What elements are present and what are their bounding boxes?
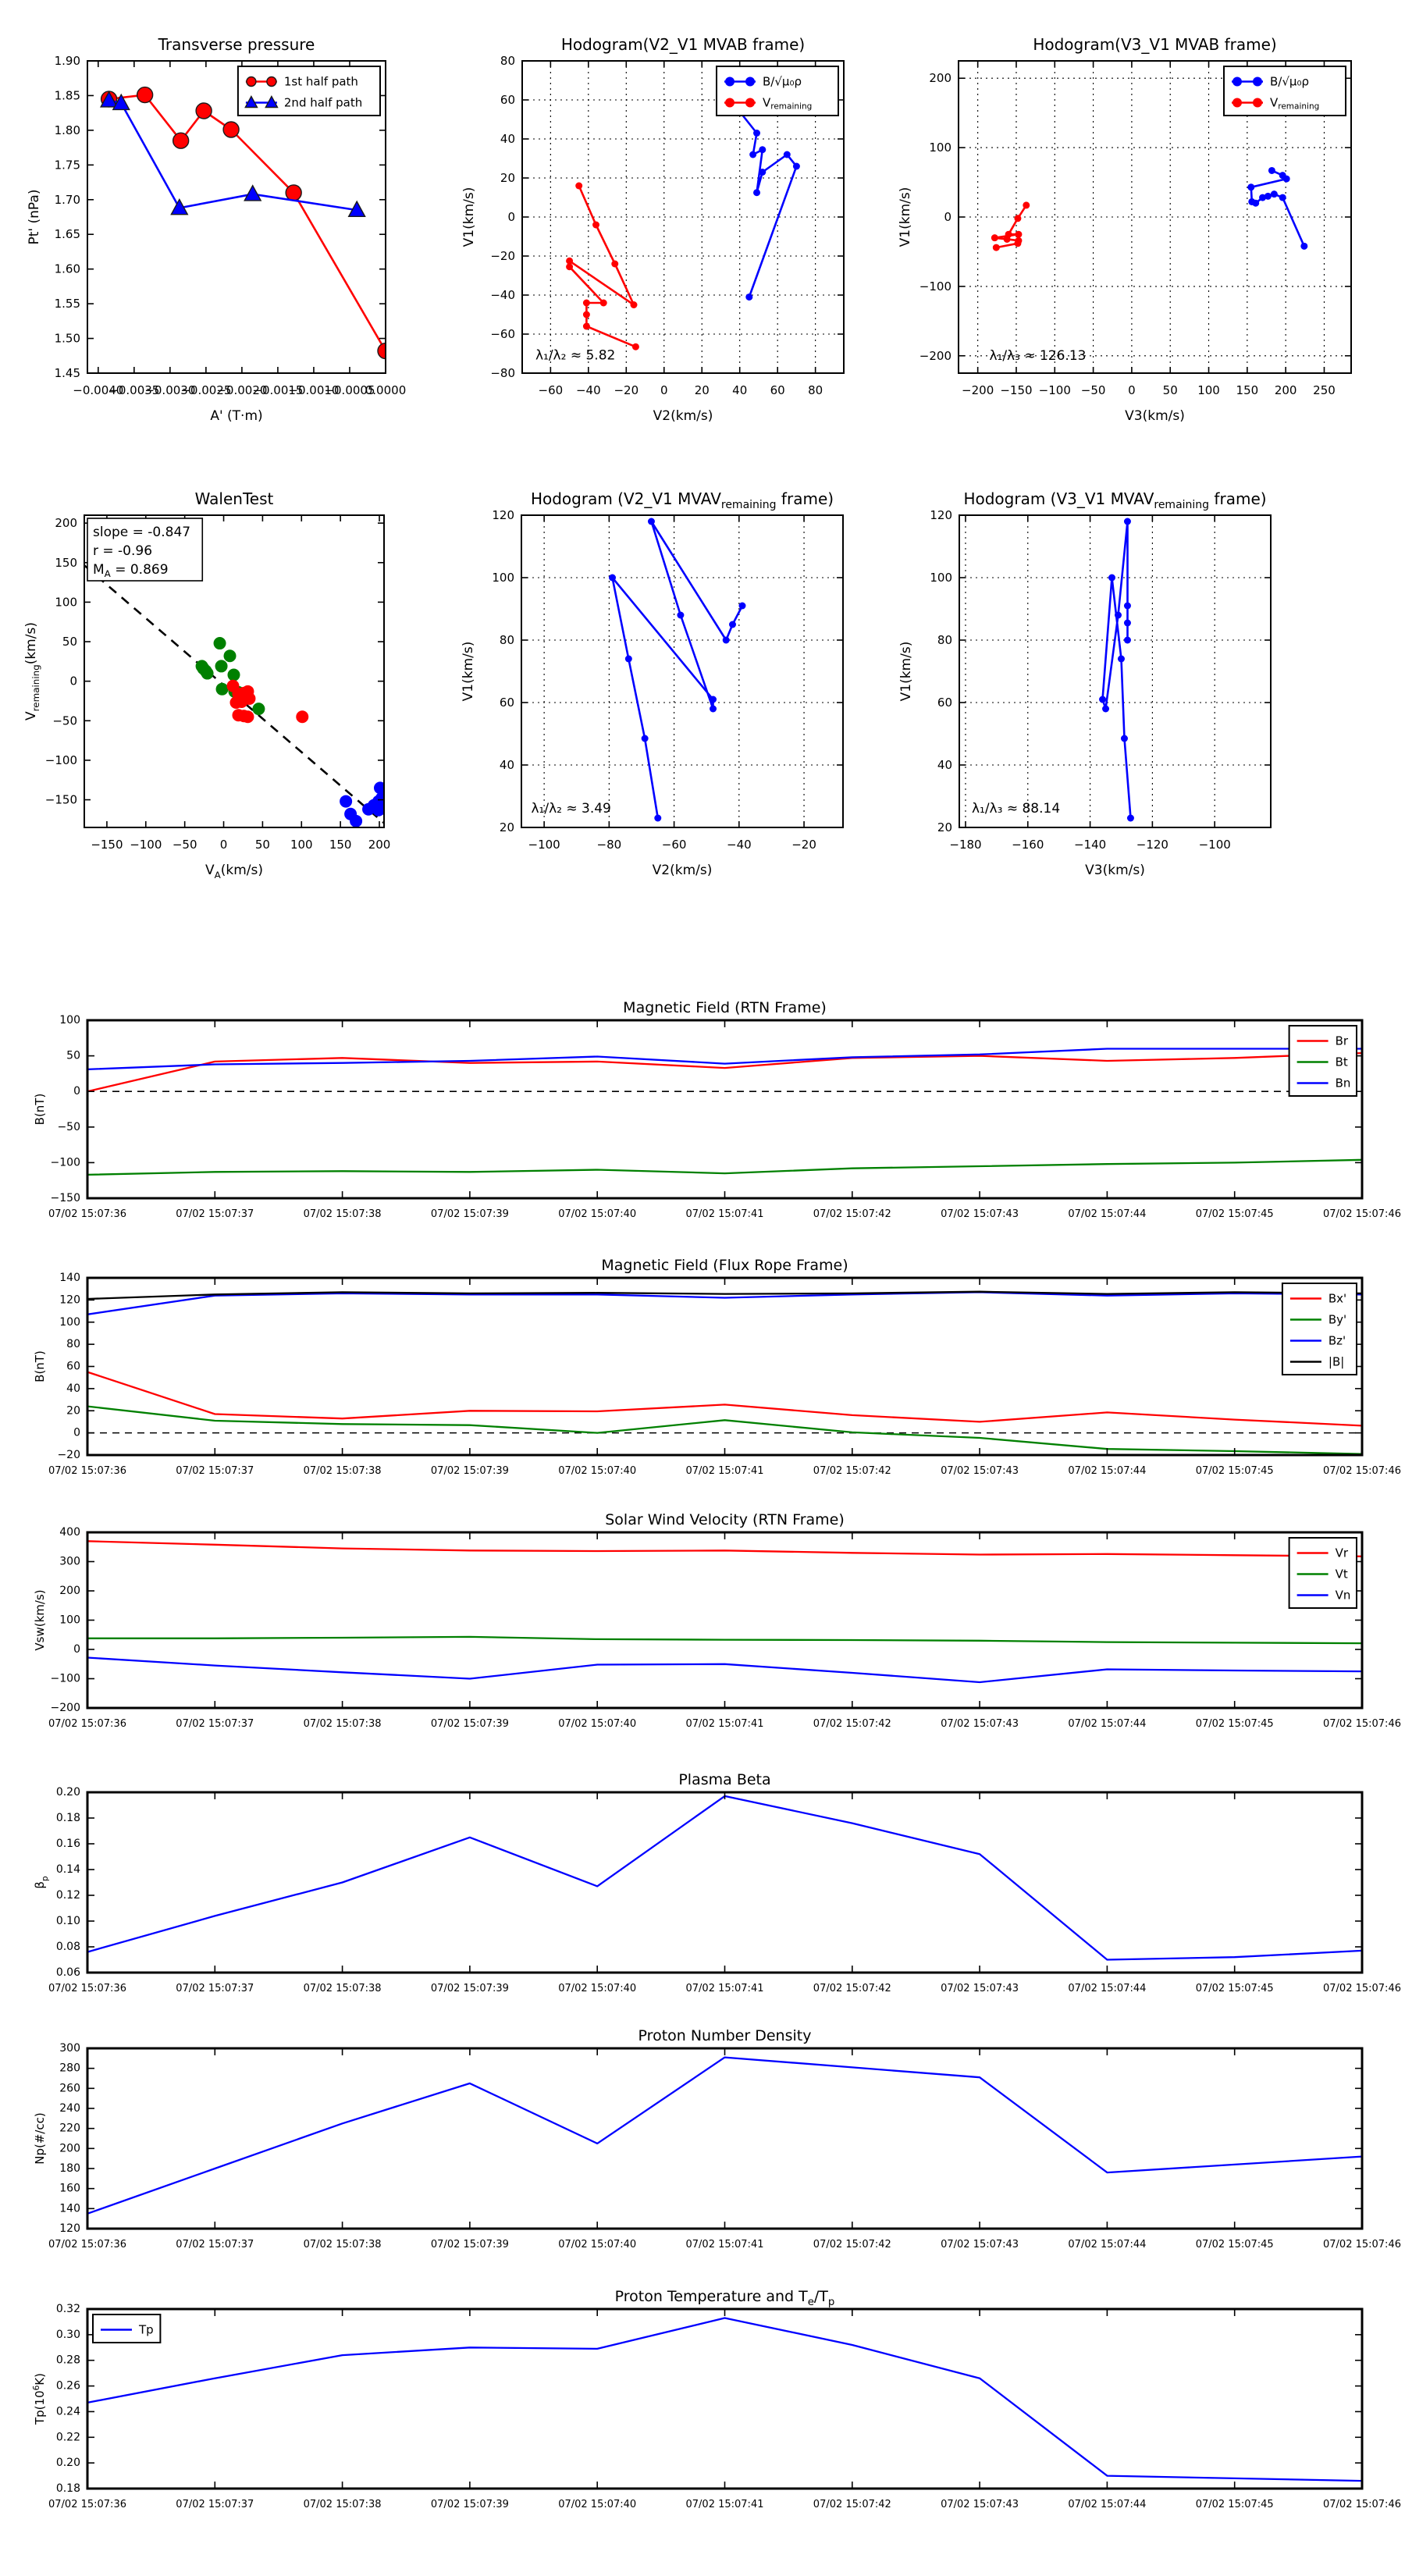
y-tick-label: 40 — [499, 758, 514, 772]
x-tick-label: −60 — [661, 838, 687, 852]
x-tick-label: −0.0035 — [108, 383, 160, 397]
x-tick-label: 07/02 15:07:37 — [176, 1465, 254, 1477]
annotation: λ₁/λ₃ ≈ 126.13 — [989, 347, 1087, 364]
y-tick-label: 140 — [59, 2202, 80, 2215]
x-tick-label: −50 — [172, 838, 197, 852]
x-tick-label: 07/02 15:07:40 — [558, 2239, 637, 2250]
magnetic-field-rtn-ylabel: B(nT) — [33, 1093, 47, 1126]
y-tick-label: 0.12 — [55, 1889, 80, 1902]
hodogram-v2v1-mvav-ylabel: V1(km/s) — [461, 641, 476, 702]
x-tick-label: 07/02 15:07:46 — [1323, 1465, 1401, 1477]
y-tick-label: 0.26 — [55, 2379, 80, 2393]
legend-label: 1st half path — [283, 74, 358, 89]
hodogram-v2v1-mvab-ylabel: V1(km/s) — [461, 187, 477, 247]
x-tick-label: −0.0025 — [180, 383, 232, 397]
y-tick-label: 60 — [937, 696, 952, 710]
x-tick-label: 100 — [290, 838, 313, 852]
x-tick-label: 07/02 15:07:36 — [48, 1208, 126, 1220]
x-tick-label: 0.0000 — [365, 383, 407, 397]
subplot-transverse-pressure — [27, 35, 406, 424]
y-tick-label: 0.32 — [55, 2303, 80, 2315]
x-tick-label: 150 — [1236, 383, 1259, 397]
proton-temperature-series-tp — [87, 2318, 1362, 2482]
transverse-pressure-xlabel: A' (T·m) — [210, 408, 263, 424]
y-tick-label: 150 — [55, 555, 77, 570]
x-tick-label: 07/02 15:07:43 — [941, 1718, 1019, 1730]
solar-wind-velocity-rtn-ylabel: Vsw(km/s) — [33, 1589, 47, 1651]
y-tick-label: 1.50 — [54, 331, 80, 346]
x-tick-label: 07/02 15:07:41 — [685, 2239, 764, 2250]
y-tick-label: 260 — [59, 2082, 80, 2095]
x-tick-label: 07/02 15:07:40 — [558, 1465, 637, 1477]
x-tick-label: 0 — [219, 838, 228, 852]
y-tick-label: 100 — [59, 1014, 80, 1026]
walen-test-title: WalenTest — [194, 489, 274, 508]
x-tick-label: 07/02 15:07:36 — [48, 1465, 126, 1477]
magnetic-field-rtn-series-br — [87, 1053, 1362, 1091]
y-tick-label: 0.18 — [55, 1812, 80, 1824]
y-tick-label: 180 — [59, 2162, 80, 2175]
y-tick-label: 300 — [59, 2042, 80, 2055]
x-tick-label: −60 — [538, 383, 564, 397]
y-tick-label: −100 — [50, 1672, 80, 1685]
magnetic-field-flux-rope-title: Magnetic Field (Flux Rope Frame) — [601, 1257, 848, 1274]
magnetic-field-flux-rope-series-by- — [87, 1407, 1362, 1454]
x-tick-label: 07/02 15:07:39 — [430, 1983, 509, 1994]
x-tick-label: 07/02 15:07:46 — [1323, 1718, 1401, 1730]
transverse-pressure-legend — [238, 66, 380, 116]
x-tick-label: 40 — [732, 383, 748, 397]
legend-label: Br — [1335, 1034, 1349, 1048]
y-tick-label: −20 — [490, 249, 515, 263]
x-tick-label: 07/02 15:07:37 — [176, 2499, 254, 2510]
x-tick-label: 07/02 15:07:44 — [1068, 1465, 1147, 1477]
x-tick-label: 20 — [694, 383, 710, 397]
x-tick-label: 07/02 15:07:41 — [685, 1983, 764, 1994]
solar-wind-velocity-rtn-series-vn — [87, 1658, 1362, 1683]
x-tick-label: 07/02 15:07:37 — [176, 2239, 254, 2250]
y-tick-label: 100 — [929, 141, 951, 155]
x-tick-label: 150 — [329, 838, 352, 852]
legend-label: $V_{remaining}$ — [1270, 95, 1320, 112]
x-tick-label: 07/02 15:07:39 — [430, 1465, 509, 1477]
y-tick-label: −200 — [50, 1702, 80, 1714]
hodogram-v3v1-mvab-title: Hodogram(V3_V1 MVAB frame) — [1033, 35, 1277, 54]
y-tick-label: 400 — [59, 1526, 80, 1539]
proton-temperature-legend — [93, 2314, 160, 2343]
y-tick-label: 1.55 — [54, 297, 80, 311]
x-tick-label: 07/02 15:07:43 — [941, 2239, 1019, 2250]
y-tick-label: −100 — [50, 1156, 80, 1169]
subplot-hodogram-v3v1-mvab — [898, 35, 1351, 424]
magnetic-field-flux-rope-legend — [1282, 1283, 1357, 1375]
x-tick-label: 07/02 15:07:40 — [558, 1208, 637, 1220]
hodogram-v2v1-mvab-xlabel: V2(km/s) — [653, 408, 713, 424]
x-tick-label: 07/02 15:07:44 — [1068, 1718, 1147, 1730]
y-tick-label: 1.65 — [54, 227, 80, 242]
annotation: λ₁/λ₂ ≈ 5.82 — [535, 347, 616, 364]
x-tick-label: −100 — [528, 838, 560, 852]
subplot-hodogram-v3v1-mvav — [898, 489, 1271, 878]
y-tick-label: −40 — [490, 288, 515, 302]
x-tick-label: −140 — [1073, 838, 1107, 852]
y-tick-label: 1.60 — [54, 262, 80, 276]
y-tick-label: 140 — [59, 1272, 80, 1284]
x-tick-label: 200 — [368, 838, 391, 852]
transverse-pressure-title: Transverse pressure — [158, 35, 315, 54]
y-tick-label: −80 — [490, 366, 515, 380]
x-tick-label: 80 — [808, 383, 823, 397]
y-tick-label: −100 — [44, 753, 77, 767]
y-tick-label: −150 — [44, 792, 77, 807]
x-tick-label: 0 — [660, 383, 668, 397]
x-tick-label: 07/02 15:07:45 — [1195, 2239, 1274, 2250]
x-tick-label: 07/02 15:07:43 — [941, 1465, 1019, 1477]
x-tick-label: −40 — [727, 838, 752, 852]
x-tick-label: 60 — [770, 383, 785, 397]
y-tick-label: 80 — [500, 54, 515, 68]
legend-label: Vr — [1335, 1546, 1349, 1560]
x-tick-label: 07/02 15:07:44 — [1068, 2239, 1147, 2250]
y-tick-label: −200 — [919, 348, 951, 363]
y-tick-label: −100 — [919, 279, 951, 294]
magnetic-field-flux-rope-ylabel: B(nT) — [33, 1350, 47, 1382]
y-tick-label: 1.85 — [54, 88, 80, 103]
x-tick-label: 07/02 15:07:45 — [1195, 1208, 1274, 1220]
y-tick-label: 20 — [937, 820, 952, 834]
x-tick-label: −100 — [1038, 383, 1071, 397]
x-tick-label: 07/02 15:07:38 — [303, 1208, 382, 1220]
y-tick-label: 120 — [930, 508, 952, 522]
legend-label: $V_{remaining}$ — [763, 95, 813, 112]
y-tick-label: 100 — [492, 571, 514, 585]
x-tick-label: 200 — [1274, 383, 1297, 397]
legend-label: Bt — [1335, 1055, 1348, 1069]
x-tick-label: 07/02 15:07:36 — [48, 2239, 126, 2250]
y-tick-label: 20 — [499, 820, 514, 834]
magnetic-field-rtn-legend — [1289, 1026, 1357, 1096]
x-tick-label: −120 — [1136, 838, 1168, 852]
solar-wind-velocity-rtn-series-vr — [87, 1541, 1362, 1557]
subplot-hodogram-v2v1-mvav — [461, 489, 843, 878]
y-tick-label: 300 — [59, 1555, 80, 1568]
hodogram-v2v1-mvav-title: Hodogram (V2_V1 $MVAV_{remaining}$ frame) — [530, 489, 834, 511]
x-tick-label: 07/02 15:07:42 — [813, 2499, 891, 2510]
x-tick-label: −150 — [1000, 383, 1033, 397]
x-tick-label: 07/02 15:07:45 — [1195, 2499, 1274, 2510]
y-tick-label: −60 — [490, 327, 515, 341]
proton-temperature-ylabel: $Tp(10^6K)$ — [32, 2372, 47, 2425]
y-tick-label: 20 — [66, 1404, 80, 1418]
y-tick-label: 80 — [937, 633, 952, 647]
stats-line: slope = -0.847 — [93, 525, 191, 540]
hodogram-v3v1-mvav-series-v-hodogram — [1103, 521, 1131, 818]
solar-wind-velocity-rtn-series-vt — [87, 1637, 1362, 1643]
x-tick-label: 07/02 15:07:43 — [941, 1983, 1019, 1994]
annotation: λ₁/λ₃ ≈ 88.14 — [971, 801, 1061, 817]
y-tick-label: 240 — [59, 2102, 80, 2115]
x-tick-label: 07/02 15:07:43 — [941, 2499, 1019, 2510]
annotation: λ₁/λ₂ ≈ 3.49 — [531, 801, 611, 817]
x-tick-label: −0.0005 — [324, 383, 375, 397]
y-tick-label: 0.06 — [55, 1966, 80, 1979]
y-tick-label: 0 — [69, 674, 77, 688]
y-tick-label: 120 — [492, 508, 514, 522]
hodogram-v3v1-mvab-xlabel: V3(km/s) — [1125, 408, 1185, 424]
x-tick-label: 07/02 15:07:39 — [430, 2499, 509, 2510]
hodogram-v3v1-mvab-ylabel: V1(km/s) — [898, 187, 913, 247]
plasma-beta-title: Plasma Beta — [678, 1771, 771, 1788]
x-tick-label: 07/02 15:07:39 — [430, 2239, 509, 2250]
y-tick-label: 0.16 — [55, 1838, 80, 1850]
y-tick-label: −50 — [57, 1120, 80, 1133]
subplot-plasma-beta — [33, 1771, 1401, 1994]
x-tick-label: 07/02 15:07:39 — [430, 1718, 509, 1730]
x-tick-label: 07/02 15:07:36 — [48, 1718, 126, 1730]
x-tick-label: 50 — [1162, 383, 1178, 397]
legend-label: B/√μ₀ρ — [1270, 74, 1309, 89]
x-tick-label: 100 — [1197, 383, 1220, 397]
y-tick-label: 100 — [59, 1315, 80, 1329]
proton-number-density-series-np — [87, 2058, 1362, 2214]
y-tick-label: 0.20 — [55, 2457, 80, 2470]
y-tick-label: 200 — [59, 1585, 80, 1597]
legend-label: |B| — [1328, 1354, 1345, 1369]
magnetic-field-rtn-series-bt — [87, 1160, 1362, 1175]
x-tick-label: 07/02 15:07:36 — [48, 1983, 126, 1994]
y-tick-label: 0.30 — [55, 2328, 80, 2341]
walen-test-xlabel: $V_A(km/s)$ — [205, 863, 264, 881]
x-tick-label: 07/02 15:07:44 — [1068, 1208, 1147, 1220]
x-tick-label: 07/02 15:07:42 — [813, 1718, 891, 1730]
subplot-magnetic-field-flux-rope — [33, 1257, 1401, 1477]
x-tick-label: −0.0040 — [73, 383, 124, 397]
x-tick-label: −0.0010 — [288, 383, 340, 397]
x-tick-label: 07/02 15:07:38 — [303, 1983, 382, 1994]
x-tick-label: 07/02 15:07:41 — [685, 1465, 764, 1477]
magnetic-field-rtn-title: Magnetic Field (RTN Frame) — [623, 999, 827, 1016]
x-tick-label: −20 — [791, 838, 816, 852]
x-tick-label: 07/02 15:07:39 — [430, 1208, 509, 1220]
hodogram-v3v1-mvav-ylabel: V1(km/s) — [898, 641, 914, 702]
y-tick-label: 120 — [59, 1293, 80, 1307]
y-tick-label: 0 — [944, 210, 951, 224]
y-tick-label: 40 — [937, 758, 952, 772]
y-tick-label: 60 — [66, 1360, 80, 1373]
hodogram-v3v1-mvav-xlabel: V3(km/s) — [1085, 863, 1145, 878]
proton-temperature-title: Proton Temperature and $T_e/T_p$ — [614, 2288, 835, 2308]
y-tick-label: −50 — [52, 713, 77, 728]
x-tick-label: 07/02 15:07:37 — [176, 1718, 254, 1730]
x-tick-label: 07/02 15:07:46 — [1323, 1983, 1401, 1994]
x-tick-label: 07/02 15:07:42 — [813, 1983, 891, 1994]
y-tick-label: 0 — [73, 1426, 80, 1439]
y-tick-label: 20 — [500, 171, 515, 185]
y-tick-label: 0 — [507, 210, 515, 224]
x-tick-label: 0 — [1128, 383, 1136, 397]
x-tick-label: −20 — [614, 383, 639, 397]
y-tick-label: 280 — [59, 2062, 80, 2075]
x-tick-label: −100 — [130, 838, 162, 852]
x-tick-label: 07/02 15:07:41 — [685, 1208, 764, 1220]
subplot-proton-temperature — [32, 2288, 1401, 2510]
y-tick-label: 0.18 — [55, 2482, 80, 2495]
y-tick-label: 50 — [66, 1049, 80, 1062]
y-tick-label: −150 — [50, 1192, 80, 1204]
y-tick-label: 0.08 — [55, 1941, 80, 1953]
y-tick-label: 1.80 — [54, 123, 80, 137]
y-tick-label: 0 — [73, 1643, 80, 1656]
plasma-beta-ylabel: $\beta_p$ — [33, 1876, 50, 1889]
solar-wind-velocity-rtn-legend — [1289, 1538, 1357, 1608]
y-tick-label: 40 — [500, 132, 515, 146]
transverse-pressure-ylabel: Pt' (nPa) — [27, 189, 42, 245]
subplot-proton-number-density — [33, 2027, 1401, 2250]
legend-label: Tp — [139, 2322, 154, 2337]
hodogram-v2v1-mvab-title: Hodogram(V2_V1 MVAB frame) — [560, 35, 806, 54]
x-tick-label: 07/02 15:07:40 — [558, 1983, 637, 1994]
y-tick-label: 100 — [930, 571, 952, 585]
magnetic-field-flux-rope-series-bz- — [87, 1292, 1362, 1314]
x-tick-label: 07/02 15:07:45 — [1195, 1465, 1274, 1477]
y-tick-label: 160 — [59, 2182, 80, 2195]
y-tick-label: 1.90 — [54, 54, 80, 68]
x-tick-label: 07/02 15:07:42 — [813, 2239, 891, 2250]
x-tick-label: −0.0015 — [252, 383, 304, 397]
y-tick-label: 1.70 — [54, 192, 80, 207]
x-tick-label: −0.0030 — [144, 383, 196, 397]
x-tick-label: 07/02 15:07:37 — [176, 1983, 254, 1994]
x-tick-label: −150 — [91, 838, 123, 852]
y-tick-label: 100 — [59, 1614, 80, 1627]
legend-label: Bn — [1335, 1076, 1351, 1091]
y-tick-label: 0.20 — [55, 1786, 80, 1799]
y-tick-label: 1.75 — [54, 158, 80, 173]
x-tick-label: 07/02 15:07:40 — [558, 2499, 637, 2510]
transverse-pressure-series-1st-half-path — [109, 95, 386, 351]
x-tick-label: 07/02 15:07:46 — [1323, 1208, 1401, 1220]
legend-label: Bx' — [1328, 1291, 1347, 1306]
proton-number-density-title: Proton Number Density — [638, 2027, 812, 2044]
x-tick-label: 07/02 15:07:37 — [176, 1208, 254, 1220]
x-tick-label: 07/02 15:07:45 — [1195, 1718, 1274, 1730]
y-tick-label: 60 — [500, 93, 515, 107]
y-tick-label: 60 — [499, 696, 514, 710]
x-tick-label: 07/02 15:07:42 — [813, 1465, 891, 1477]
y-tick-label: 0.22 — [55, 2431, 80, 2444]
legend-label: 2nd half path — [283, 95, 363, 110]
y-tick-label: 220 — [59, 2122, 80, 2135]
x-tick-label: −180 — [949, 838, 982, 852]
hodogram-v3v1-mvav-title: Hodogram (V3_V1 $MVAV_{remaining}$ frame) — [963, 489, 1267, 511]
proton-number-density-ylabel: Np(#/cc) — [33, 2112, 47, 2165]
subplot-solar-wind-velocity-rtn — [33, 1511, 1401, 1730]
y-tick-label: 120 — [59, 2222, 80, 2235]
y-tick-label: 1.45 — [54, 366, 80, 380]
legend-label: Vn — [1335, 1588, 1351, 1603]
y-tick-label: 50 — [62, 635, 77, 649]
solar-wind-velocity-rtn-title: Solar Wind Velocity (RTN Frame) — [605, 1511, 845, 1528]
subplot-hodogram-v2v1-mvab — [461, 35, 844, 424]
x-tick-label: −0.0020 — [216, 383, 268, 397]
legend-label: B/√μ₀ρ — [763, 74, 802, 89]
x-tick-label: 07/02 15:07:46 — [1323, 2499, 1401, 2510]
hodogram-v2v1-mvab-series-v-remaining — [570, 186, 636, 347]
hodogram-v3v1-mvab-series-b-over-sqrt-mu0-rho — [1251, 170, 1304, 246]
x-tick-label: −160 — [1012, 838, 1044, 852]
legend-label: By' — [1328, 1312, 1347, 1327]
x-tick-label: −200 — [962, 383, 994, 397]
hodogram-v2v1-mvav-xlabel: V2(km/s) — [652, 863, 713, 878]
subplot-walen-test — [23, 489, 390, 881]
hodogram-v3v1-mvab-legend — [1224, 66, 1346, 116]
hodogram-v2v1-mvab-legend — [717, 66, 838, 116]
y-tick-label: 200 — [929, 71, 951, 86]
hodogram-v2v1-mvav-series-v-hodogram — [613, 521, 743, 818]
x-tick-label: 07/02 15:07:38 — [303, 1718, 382, 1730]
y-tick-label: −20 — [57, 1449, 80, 1461]
y-tick-label: 0.24 — [55, 2405, 80, 2418]
x-tick-label: −80 — [596, 838, 622, 852]
plasma-beta-series-beta-p — [87, 1796, 1362, 1960]
y-tick-label: 0.14 — [55, 1863, 80, 1876]
x-tick-label: 07/02 15:07:41 — [685, 2499, 764, 2510]
y-tick-label: 40 — [66, 1382, 80, 1395]
y-tick-label: 0.28 — [55, 2354, 80, 2367]
y-tick-label: 0 — [73, 1085, 80, 1098]
x-tick-label: 07/02 15:07:38 — [303, 2239, 382, 2250]
subplot-magnetic-field-rtn — [33, 999, 1401, 1220]
stats-line: $M_A = 0.869$ — [93, 562, 169, 579]
y-tick-label: 200 — [55, 516, 77, 531]
y-tick-label: 200 — [59, 2142, 80, 2155]
y-tick-label: 100 — [55, 595, 77, 610]
x-tick-label: 07/02 15:07:40 — [558, 1718, 637, 1730]
x-tick-label: −50 — [1080, 383, 1106, 397]
x-tick-label: 07/02 15:07:44 — [1068, 1983, 1147, 1994]
x-tick-label: 07/02 15:07:46 — [1323, 2239, 1401, 2250]
x-tick-label: 07/02 15:07:41 — [685, 1718, 764, 1730]
stats-line: r = -0.96 — [93, 543, 153, 559]
legend-label: Vt — [1335, 1567, 1348, 1582]
y-tick-label: 0.10 — [55, 1915, 80, 1927]
x-tick-label: 07/02 15:07:38 — [303, 1465, 382, 1477]
magnetic-field-flux-rope-series-bx- — [87, 1372, 1362, 1426]
x-tick-label: 07/02 15:07:43 — [941, 1208, 1019, 1220]
x-tick-label: 07/02 15:07:38 — [303, 2499, 382, 2510]
legend-label: Bz' — [1328, 1333, 1346, 1348]
walen-test-ylabel: $V_{remaining}(km/s)$ — [23, 622, 41, 720]
transverse-pressure-series-2nd-half-path — [109, 101, 357, 210]
x-tick-label: −100 — [1198, 838, 1231, 852]
y-tick-label: 80 — [499, 633, 514, 647]
x-tick-label: 07/02 15:07:44 — [1068, 2499, 1147, 2510]
x-tick-label: 07/02 15:07:42 — [813, 1208, 891, 1220]
x-tick-label: 07/02 15:07:36 — [48, 2499, 126, 2510]
x-tick-label: −40 — [575, 383, 601, 397]
x-tick-label: 07/02 15:07:45 — [1195, 1983, 1274, 1994]
x-tick-label: 50 — [254, 838, 270, 852]
y-tick-label: 80 — [66, 1338, 80, 1351]
x-tick-label: 250 — [1313, 383, 1336, 397]
